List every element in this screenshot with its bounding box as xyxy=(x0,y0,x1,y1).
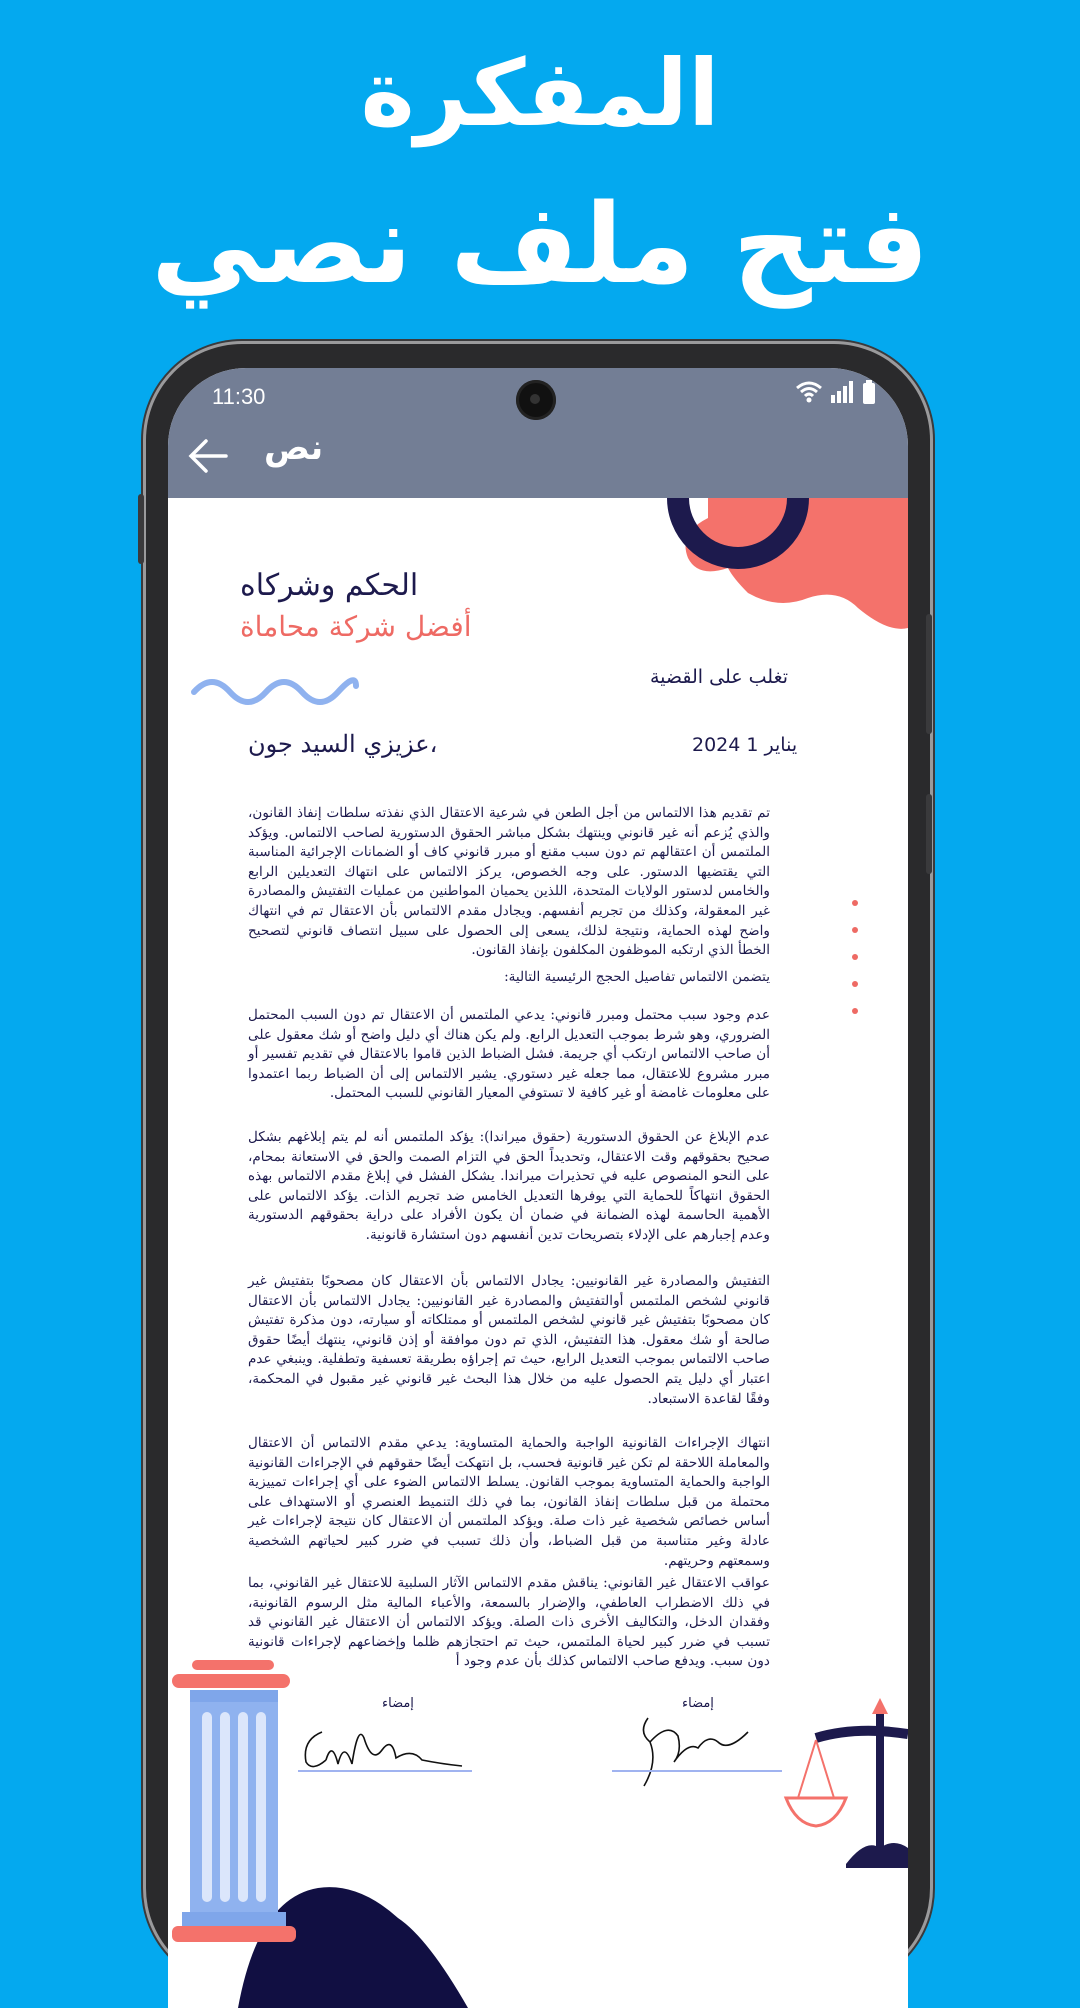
wave-decoration xyxy=(190,672,360,712)
paragraph: عدم وجود سبب محتمل ومبرر قانوني: يدعي الملتمس أن الاعتقال تم دون السبب المحتمل الضروري، وهو شرط بموجب التعديل الرابع. ولم يكن هناك أي دليل واضح أو شك معقول على أن صاحب الالتماس ارتكب أي جريمة. فشل الضباط الذين قاموا بالاعتقال في تقديم تفسير أو مبرر مشروع للاعتقال، مما جعله غير دستوري. يشير الالتماس إلى أن الضباط ربما اعتمدوا على معلومات غامضة أو غير كافية لا تستوفي المعيار القانوني للسبب المحتمل. xyxy=(248,1007,770,1102)
side-dots-decoration xyxy=(852,900,860,1035)
signature-right-line xyxy=(612,1770,782,1772)
status-time: 11:30 xyxy=(212,384,266,409)
paragraph: تم تقديم هذا الالتماس من أجل الطعن في شرعية الاعتقال الذي نفذته سلطات إنفاذ القانون، والذي يُزعم أنه غير قانوني وينتهك بشكل مباشر الحقوق الدستورية لصاحب الالتماس. ويؤكد الملتمس أن اعتقالهم تم دون سبب مقنع أو مبرر قانوني كاف أو الضمانات الإجرائية المناسبة التي يقتضيها الدستور. على وجه الخصوص، يركز الالتماس على انتهاك التعديلين الرابع والخامس لدستور الولايات المتحدة، اللذين يحميان المواطنين من عمليات التفتيش والمصادرة غير المعقولة، وكذلك من تجريم أنفسهم. ويجادل مقدم الالتماس بأن الاعتقال تم في انتهاك واضح لهذه الحماية، ونتيجة لذلك، يسعى إلى الحصول على سبيل انتصاف قانوني لتصحيح الخطأ الذي ارتكبه الموظفون المكلفون بإنفاذ القانون. xyxy=(248,805,770,959)
firm-tagline: أفضل شركة محاماة xyxy=(240,610,472,643)
firm-name: الحكم وشركاه xyxy=(240,568,419,603)
scales-of-justice-illustration xyxy=(776,1698,908,1868)
phone-screen xyxy=(168,368,908,2008)
phone-frame xyxy=(146,344,930,1984)
status-icons xyxy=(796,380,876,404)
phone-side-button xyxy=(138,494,144,564)
wifi-icon xyxy=(796,381,822,403)
back-arrow-icon[interactable] xyxy=(186,436,230,476)
letter-date: يناير 1 2024 xyxy=(692,734,798,756)
paragraph: انتهاك الإجراءات القانونية الواجبة والحماية المتساوية: يدعي مقدم الالتماس أن الاعتقال والمعاملة اللاحقة لم تكن غير قانونية فحسب، بل انتهكت أيضًا حقوقهم في الإجراءات القانونية الواجبة والحماية المتساوية بموجب القانون. يسلط الالتماس الضوء على أي إجراءات تمييزية محتملة من قبل سلطات إنفاذ القانون، بما في ذلك التنميط العنصري أو الاستهداف على أساس خصائص شخصية غير ذات صلة. ويؤكد الملتمس أن الاعتقال كان نتيجة لإجراءات غير عادلة وغير متناسبة من قبل الضباط، وأن ذلك تسبب في ضرر كبير لحياتهم الشخصية وسمعتهم وحريتهم. xyxy=(248,1435,770,1569)
letter-greeting: ،عزيزي السيد جون xyxy=(248,730,438,758)
paragraph: عدم الإبلاغ عن الحقوق الدستورية (حقوق ميراندا): يؤكد الملتمس أنه لم يتم إبلاغهم بشكل صحيح بحقوقهم وقت الاعتقال، وتحديداً الحق في التزام الصمت والحق في الاستعانة بمحام، على النحو المنصوص عليه في تحذيرات ميراندا. يشكل الفشل في إبلاغ مقدم الالتماس بهذه الحقوق انتهاكاً للحماية التي يوفرها التعديل الخامس ضد تجريم الذات. يؤكد الالتماس على الأهمية الحاسمة لهذه الضمانة في ضمان أن يكون الأفراد على دراية بحقوقهم الدستورية وعدم إجبارهم على الإدلاء بتصريحات تدين أنفسهم دون استشارة قانونية. xyxy=(248,1129,770,1243)
header-decoration xyxy=(638,498,908,638)
phone-power-button xyxy=(926,794,932,874)
front-camera xyxy=(516,380,556,420)
slogan: تغلب على القضية xyxy=(650,666,789,688)
letter-document xyxy=(168,498,908,2008)
status-and-app-bar xyxy=(168,368,908,498)
paragraph: عواقب الاعتقال غير القانوني: يناقش مقدم الالتماس الآثار السلبية للاعتقال غير القانوني، بما في ذلك الاضطراب العاطفي، والإضرار بالسمعة، والأعباء المالية مثل الرسوم القانونية، وفقدان الدخل، والتكاليف الأخرى ذات الصلة. ويؤكد الالتماس أن الاعتقال غير القانوني قد تسبب في ضرر كبير لحياة الملتمس، حيث تم احتجازهم ظلما وإخضاعهم لإجراءات قانونية دون سبب. ويدفع صاحب الالتماس كذلك بأن عدم وجود أ xyxy=(248,1575,770,1670)
paragraph: يتضمن الالتماس تفاصيل الحجج الرئيسية التالية: xyxy=(504,969,770,985)
battery-icon xyxy=(862,380,876,404)
signature-right xyxy=(608,1712,758,1792)
signature-left-label: إمضاء xyxy=(382,1696,414,1711)
promo-title-line1: المفكرة xyxy=(360,40,720,147)
promo-title-line2: فتح ملف نصي xyxy=(151,180,929,308)
phone-volume-button xyxy=(926,614,932,734)
signal-icon xyxy=(830,381,854,403)
paragraph: التفتيش والمصادرة غير القانونيين: يجادل الالتماس بأن الاعتقال كان مصحوبًا بتفتيش غير قانوني لشخص الملتمس أوالتفتيش والمصادرة غير القانونيين: يجادل الالتماس بأن الاعتقال كان مصحوبًا بتفتيش غير قانوني لشخص الملتمس أو ممتلكاته أو سيارته، دون مذكرة تفتيش صالحة أو شك معقول. هذا التفتيش، الذي تم دون موافقة أو إذن قانوني، ينتهك أيضًا حقوق صاحب الالتماس بموجب التعديل الرابع، حيث تم إجراؤه بطريقة تعسفية وتطفلية. وينبغي عدم اعتبار أي دليل يتم الحصول عليه من خلال هذا البحث غير قانوني غير مقبول في المحكمة، وفقًا لقاعدة الاستبعاد. xyxy=(248,1273,770,1407)
app-bar-title: نص xyxy=(264,428,324,468)
signature-right-label: إمضاء xyxy=(682,1696,714,1711)
column-illustration xyxy=(168,1658,488,2008)
